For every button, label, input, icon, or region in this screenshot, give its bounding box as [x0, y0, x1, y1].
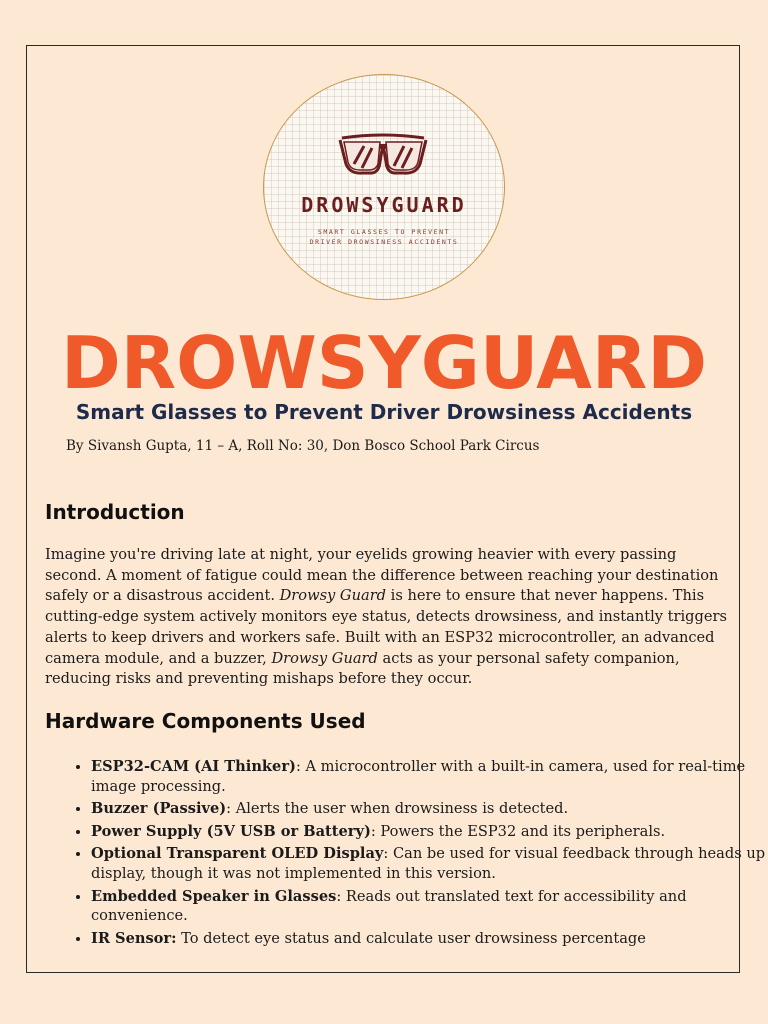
list-item: [91, 844, 768, 883]
component-desc: : A microcontroller with a built-in camera, used for real-time image processing.: [91, 758, 746, 795]
hardware-heading: Hardware Components Used: [45, 709, 366, 733]
component-desc: : Reads out translated text for accessibility and convenience.: [91, 887, 687, 925]
intro-product-name-2: Drowsy Guard: [271, 649, 378, 667]
intro-text-3: acts as your personal safety companion, reducing risks and preventing mishaps before they occur.: [45, 649, 680, 688]
list-item: [91, 757, 768, 796]
component-desc: : Can be used for visual feedback through heads up display, though it was not implemented in this version.: [91, 845, 766, 882]
glasses-icon: [336, 130, 430, 180]
page-subtitle: Smart Glasses to Prevent Driver Drowsiness Accidents: [75, 400, 693, 424]
intro-text-2: is here to ensure that never happens. This cutting-edge system actively monitors eye status, detects drowsiness, and instantly triggers alerts to keep drivers and workers safe. Built with an ESP32 microcontroller, an advanced camera module, and a buzzer,: [45, 587, 727, 667]
logo-wordmark: DROWSYGUARD: [301, 193, 467, 217]
list-item: [91, 799, 768, 819]
intro-product-name-1: Drowsy Guard: [279, 587, 387, 605]
component-name: Optional Transparent OLED Display: [91, 845, 384, 863]
page-title: DROWSYGUARD: [60, 321, 708, 405]
logo-badge: [263, 74, 505, 300]
component-desc: : Powers the ESP32 and its peripherals.: [370, 822, 666, 840]
list-item: [91, 822, 768, 842]
author-byline: By Sivansh Gupta, 11 – A, Roll No: 30, Don Bosco School Park Circus: [66, 438, 540, 454]
component-name: IR Sensor:: [91, 929, 177, 947]
component-name: Power Supply (5V USB or Battery): [91, 822, 371, 840]
intro-text-1: Imagine you're driving late at night, your eyelids growing heavier with every passing second. A moment of fatigue could mean the difference between reaching your destination safely or a disastrous accident.: [45, 546, 719, 605]
logo-tagline: [264, 227, 504, 247]
introduction-heading: Introduction: [45, 500, 185, 524]
introduction-paragraph: [45, 545, 730, 690]
logo-tagline-line2: DRIVER DROWSINESS ACCIDENTS: [309, 238, 459, 246]
component-name: ESP32-CAM (AI Thinker): [91, 758, 296, 775]
component-desc: To detect eye status and calculate user drowsiness percentage: [176, 929, 646, 947]
logo-tagline-line1: SMART GLASSES TO PREVENT: [317, 228, 451, 236]
list-item: [91, 887, 768, 926]
component-name: Buzzer (Passive): [91, 800, 227, 818]
component-name: Embedded Speaker in Glasses: [91, 887, 337, 905]
hardware-list: [45, 757, 768, 951]
list-item: [91, 929, 768, 949]
component-desc: : Alerts the user when drowsiness is detected.: [226, 800, 569, 818]
